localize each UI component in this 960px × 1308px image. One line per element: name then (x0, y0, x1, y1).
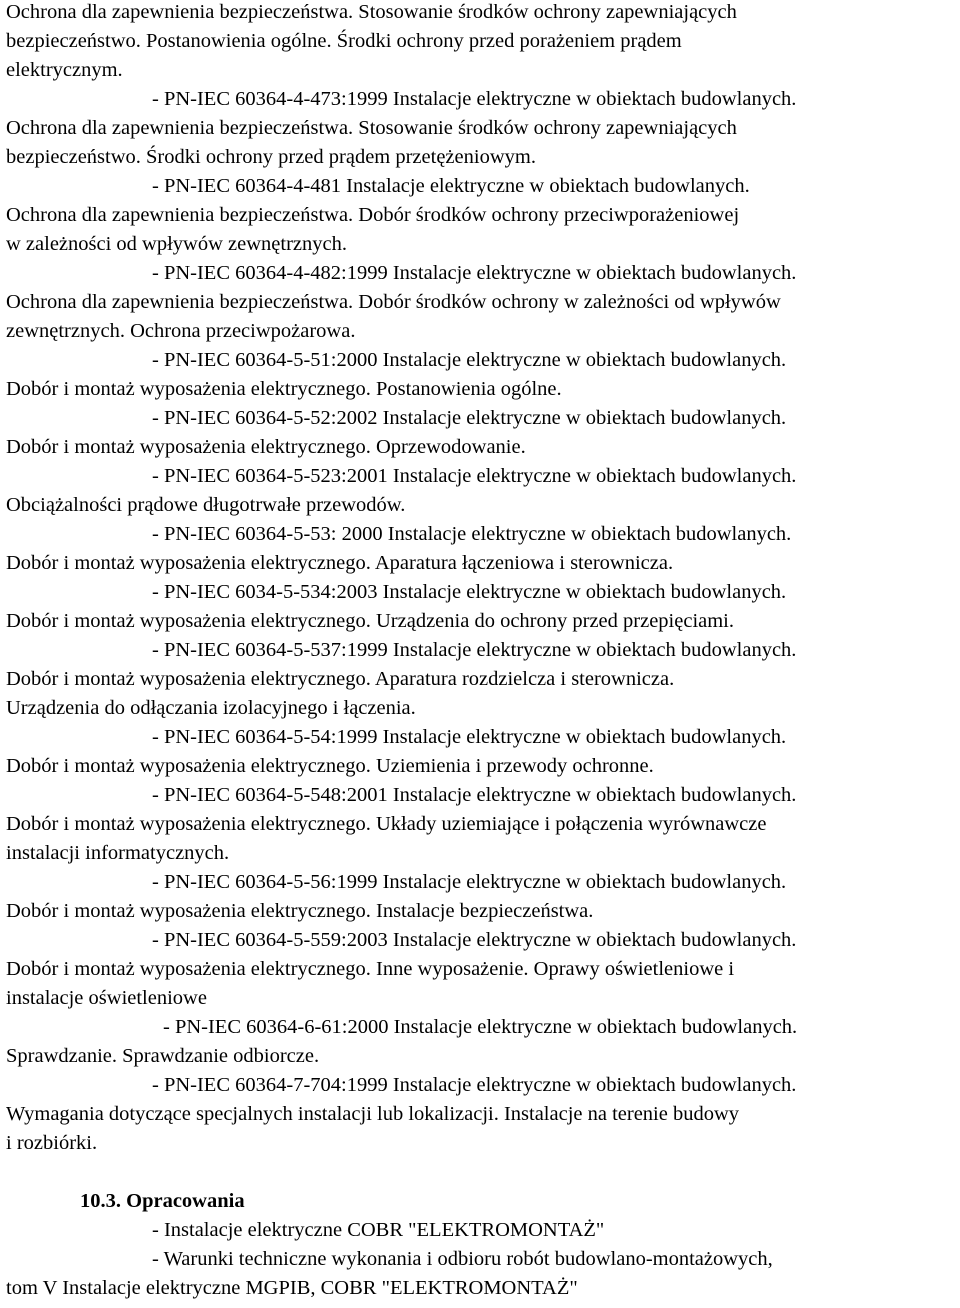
standard-reference-line: - PN-IEC 60364-4-481 Instalacje elektryczne w obiektach budowlanych. (152, 175, 750, 197)
text-line: bezpieczeństwo. Środki ochrony przed prądem przetężeniowym. (6, 146, 536, 168)
section-content (6, 1216, 958, 1303)
text-line: Ochrona dla zapewnienia bezpieczeństwa. Stosowanie środków ochrony zapewniających (6, 117, 737, 139)
text-line: instalacje oświetleniowe (6, 987, 207, 1009)
text-line: Wymagania dotyczące specjalnych instalacji lub lokalizacji. Instalacje na terenie budowy (6, 1103, 740, 1125)
standard-reference-line: - PN-IEC 60364-5-537:1999 Instalacje elektryczne w obiektach budowlanych. (152, 639, 797, 661)
text-line: elektrycznym. (6, 59, 123, 81)
standard-reference-line: - PN-IEC 60364-5-52:2002 Instalacje elektryczne w obiektach budowlanych. (152, 407, 787, 429)
text-line: Ochrona dla zapewnienia bezpieczeństwa. Dobór środków ochrony przeciwporażeniowej (6, 204, 740, 226)
text-line: bezpieczeństwo. Postanowienia ogólne. Środki ochrony przed porażeniem prądem (6, 30, 682, 52)
standard-reference-line: - PN-IEC 60364-4-482:1999 Instalacje elektryczne w obiektach budowlanych. (152, 262, 797, 284)
text-line: Sprawdzanie. Sprawdzanie odbiorcze. (6, 1045, 320, 1067)
text-line: Obciążalności prądowe długotrwałe przewodów. (6, 494, 406, 516)
standard-reference-line: - PN-IEC 60364-5-54:1999 Instalacje elektryczne w obiektach budowlanych. (152, 726, 787, 748)
standard-reference-line: - PN-IEC 60364-5-559:2003 Instalacje elektryczne w obiektach budowlanych. (152, 929, 797, 951)
standards-list (6, 0, 958, 1158)
standard-reference-line: - PN-IEC 60364-5-51:2000 Instalacje elektryczne w obiektach budowlanych. (152, 349, 787, 371)
text-line: w zależności od wpływów zewnętrznych. (6, 233, 347, 255)
text-line: Dobór i montaż wyposażenia elektrycznego. Postanowienia ogólne. (6, 378, 562, 400)
text-line: Ochrona dla zapewnienia bezpieczeństwa. Dobór środków ochrony w zależności od wpływów (6, 291, 781, 313)
text-line: Dobór i montaż wyposażenia elektrycznego. Instalacje bezpieczeństwa. (6, 900, 594, 922)
text-line: Dobór i montaż wyposażenia elektrycznego. Aparatura rozdzielcza i sterownicza. (6, 668, 675, 690)
standard-reference-line: - PN-IEC 60364-6-61:2000 Instalacje elektryczne w obiektach budowlanych. (163, 1016, 798, 1038)
standard-reference-line: - PN-IEC 60364-5-56:1999 Instalacje elektryczne w obiektach budowlanych. (152, 871, 787, 893)
section-heading (6, 1187, 958, 1216)
standard-reference-line: - PN-IEC 6034-5-534:2003 Instalacje elektryczne w obiektach budowlanych. (152, 581, 787, 603)
section-title: Opracowania (126, 1190, 245, 1212)
standard-reference-line: - PN-IEC 60364-5-548:2001 Instalacje elektryczne w obiektach budowlanych. (152, 784, 797, 806)
standard-reference-line: - PN-IEC 60364-4-473:1999 Instalacje elektryczne w obiektach budowlanych. (152, 88, 797, 110)
text-line: Ochrona dla zapewnienia bezpieczeństwa. Stosowanie środków ochrony zapewniających (6, 1, 737, 23)
standard-reference-line: - Warunki techniczne wykonania i odbioru robót budowlano-montażowych, (152, 1248, 773, 1270)
standard-reference-line: - PN-IEC 60364-5-53: 2000 Instalacje elektryczne w obiektach budowlanych. (152, 523, 792, 545)
section-number: 10.3. (80, 1190, 121, 1212)
standard-reference-line: - PN-IEC 60364-5-523:2001 Instalacje elektryczne w obiektach budowlanych. (152, 465, 797, 487)
text-line: tom V Instalacje elektryczne MGPIB, COBR "ELEKTROMONTAŻ" (6, 1277, 578, 1299)
text-line: i rozbiórki. (6, 1132, 98, 1154)
standard-reference-line: - Instalacje elektryczne COBR "ELEKTROMONTAŻ" (152, 1219, 605, 1241)
text-line: Dobór i montaż wyposażenia elektrycznego. Inne wyposażenie. Oprawy oświetleniowe i (6, 958, 735, 980)
text-line: Dobór i montaż wyposażenia elektrycznego. Oprzewodowanie. (6, 436, 526, 458)
section-spacer (6, 1158, 958, 1187)
text-line: Dobór i montaż wyposażenia elektrycznego. Urządzenia do ochrony przed przepięciami. (6, 610, 735, 632)
text-line: Urządzenia do odłączania izolacyjnego i łączenia. (6, 697, 416, 719)
text-line: instalacji informatycznych. (6, 842, 230, 864)
text-line: Dobór i montaż wyposażenia elektrycznego. Aparatura łączeniowa i sterownicza. (6, 552, 674, 574)
text-line: Dobór i montaż wyposażenia elektrycznego. Układy uziemiające i połączenia wyrównawcze (6, 813, 767, 835)
text-line: Dobór i montaż wyposażenia elektrycznego. Uziemienia i przewody ochronne. (6, 755, 654, 777)
standard-reference-line: - PN-IEC 60364-7-704:1999 Instalacje elektryczne w obiektach budowlanych. (152, 1074, 797, 1096)
text-line: zewnętrznych. Ochrona przeciwpożarowa. (6, 320, 356, 342)
